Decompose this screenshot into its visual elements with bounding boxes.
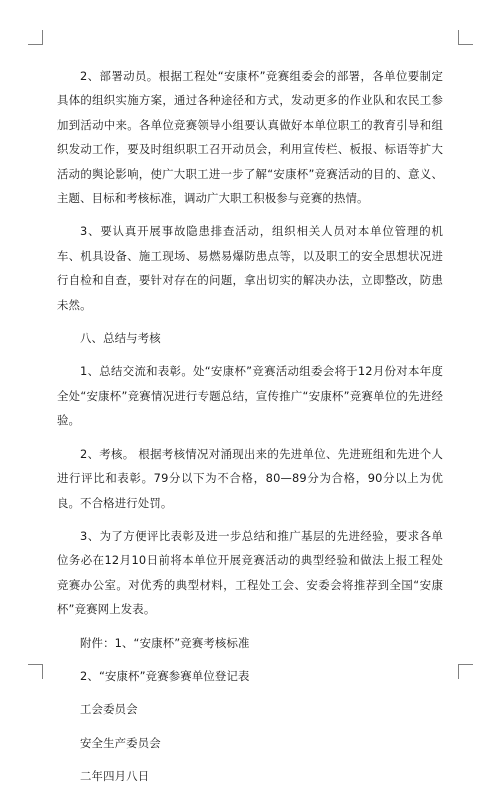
paragraph-hazard-inspection: 3、要认真开展事故隐患排查活动，组织相关人员对本单位管理的机车、机具设备、施工现场、易燃易爆防患点等，以及职工的安全思想状况进行自检和自查，要针对存在的问题，拿出切实的解决办法，立即整改，防患未然。 [57, 224, 443, 312]
section-heading-summary-assessment: 八、总结与考核 [80, 331, 161, 346]
paragraph-mobilization: 2、部署动员。根据工程处“安康杯”竞赛组委会的部署，各单位要制定具体的组织实施方案，通过各种途径和方式，发动更多的作业队和农民工参加到活动中来。各单位竞赛领导小组要认真做好本单位职工的教育引导和组织发动工作，要及时组织职工召开动员会，利用宣传栏、板报、标语等扩大活动的舆论影响，使广大职工进一步了解“安康杯”竞赛活动的目的、意义、主题、目标和考核标准，调动广大职工积极参与竞赛的热情。 [57, 69, 443, 206]
crop-mark-bottom-left [28, 664, 43, 679]
crop-mark-top-right [458, 30, 473, 45]
paragraph-summary-commendation: 1、总结交流和表彰。处“安康杯”竞赛活动组委会将于12月份对本年度全处“安康杯”竞赛情况进行专题总结，宣传推广“安康杯”竞赛单位的先进经验。 [57, 364, 443, 428]
signature-union-committee: 工会委员会 [80, 702, 138, 717]
document-date: 二年四月八日 [80, 769, 150, 784]
signature-safety-committee: 安全生产委员会 [80, 735, 161, 750]
document-body [57, 64, 443, 789]
paragraph-assessment: 2、考核。 根据考核情况对涌现出来的先进单位、先进班组和先进个人进行评比和表彰。79分以下为不合格，80—89分为合格，90分以上为优良。不合格进行处罚。 [57, 446, 443, 510]
attachment-item-1: 附件：1、“安康杯”竞赛考核标准 [80, 635, 250, 650]
crop-mark-top-left [28, 30, 43, 45]
paragraph-experience-report: 3、为了方便评比表彰及进一步总结和推广基层的先进经验，要求各单位务必在12月10日前将本单位开展竞赛活动的典型经验和做法上报工程处竞赛办公室。对优秀的典型材料，工程处工会、安委会将推荐到全国“安康杯”竞赛网上发表。 [57, 528, 443, 617]
attachment-item-2: 2、“安康杯”竞赛参赛单位登记表 [80, 668, 250, 683]
crop-mark-bottom-right [458, 664, 473, 679]
